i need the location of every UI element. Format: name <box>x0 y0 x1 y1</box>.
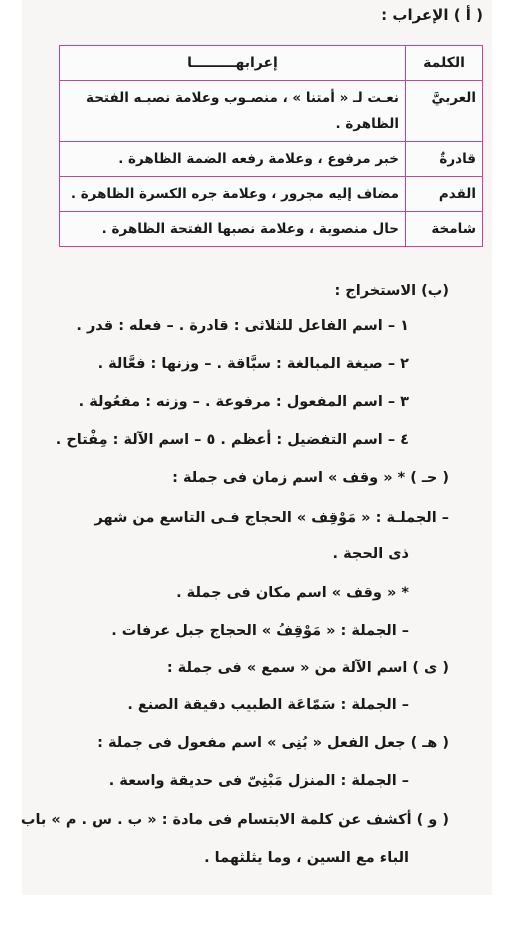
table-row <box>60 212 483 247</box>
section-e-sentence: – الجملة : المنزل مَبْنِىّ فى حديقة واسعة . <box>108 773 409 789</box>
section-b-heading: (ب) الاستخراج : <box>334 283 449 299</box>
extraction-item-4-5: ٤ – اسم التفضيل : أعظم . ٥ – اسم الآلة : مِفْتاح . <box>55 432 409 448</box>
table-cell-word: القدم <box>406 177 483 212</box>
section-e-heading: ( هـ ) جعل الفعل « بُنِى » اسم مفعول فى جملة : <box>97 735 449 751</box>
table-cell-irab: حال منصوبة ، وعلامة نصبها الفتحة الظاهرة . <box>60 212 406 247</box>
extraction-item-2: ٢ – صيغة المبالغة : سبَّاقة . – وزنها : فعَّالة . <box>97 356 409 372</box>
table-row <box>60 142 483 177</box>
section-c-sentence-1: – الجملـة : « مَوْقِف » الحجاج فـى التاسع من شهر <box>94 510 449 526</box>
table-header-irab: إعرابهـــــــــا <box>60 46 406 81</box>
section-d-sentence: – الجملة : سَمّاعَة الطبيب دقيقة الصنع . <box>127 697 409 713</box>
extraction-item-3: ٣ – اسم المفعول : مرفوعة . – وزنه : مفعُولة . <box>78 394 409 410</box>
table-cell-irab: خبر مرفوع ، وعلامة رفعه الضمة الظاهرة . <box>60 142 406 177</box>
table-header-word: الكلمة <box>406 46 483 81</box>
table-cell-word: العربيَّ <box>406 81 483 142</box>
section-f-heading-cont: الباء مع السين ، وما يثلثهما . <box>204 850 409 866</box>
table-row <box>60 177 483 212</box>
section-f-heading: ( و ) أكشف عن كلمة الابتسام فى مادة : « ب . س . م » باب <box>20 812 449 828</box>
section-c-sentence-1-cont: ذى الحجة . <box>332 546 409 562</box>
table-cell-irab: مضاف إليه مجرور ، وعلامة جره الكسرة الظاهرة . <box>60 177 406 212</box>
table-header-row <box>60 46 483 81</box>
section-c-sentence-2: – الجملة : « مَوْقِفُ » الحجاج جبل عرفات . <box>111 623 409 639</box>
extraction-item-1: ١ – اسم الفاعل للثلاثى : قادرة . – فعله : قدر . <box>76 318 409 334</box>
table-cell-word: قادرةٌ <box>406 142 483 177</box>
table-row <box>60 81 483 142</box>
irab-table <box>59 45 483 247</box>
section-a-heading: ( أ ) الإعراب : <box>381 6 483 24</box>
section-c-place-heading: * « وقف » اسم مكان فى جملة . <box>176 585 409 601</box>
section-d-heading: ( ى ) اسم الآلة من « سمع » فى جملة : <box>166 660 449 676</box>
table-cell-irab: نعـت لـ « أمتنا » ، منصـوب وعلامة نصبـه الفتحة الظاهرة . <box>60 81 406 142</box>
section-c-heading: ( حـ ) * « وقف » اسم زمان فى جملة : <box>172 470 449 486</box>
table-cell-word: شامخة <box>406 212 483 247</box>
